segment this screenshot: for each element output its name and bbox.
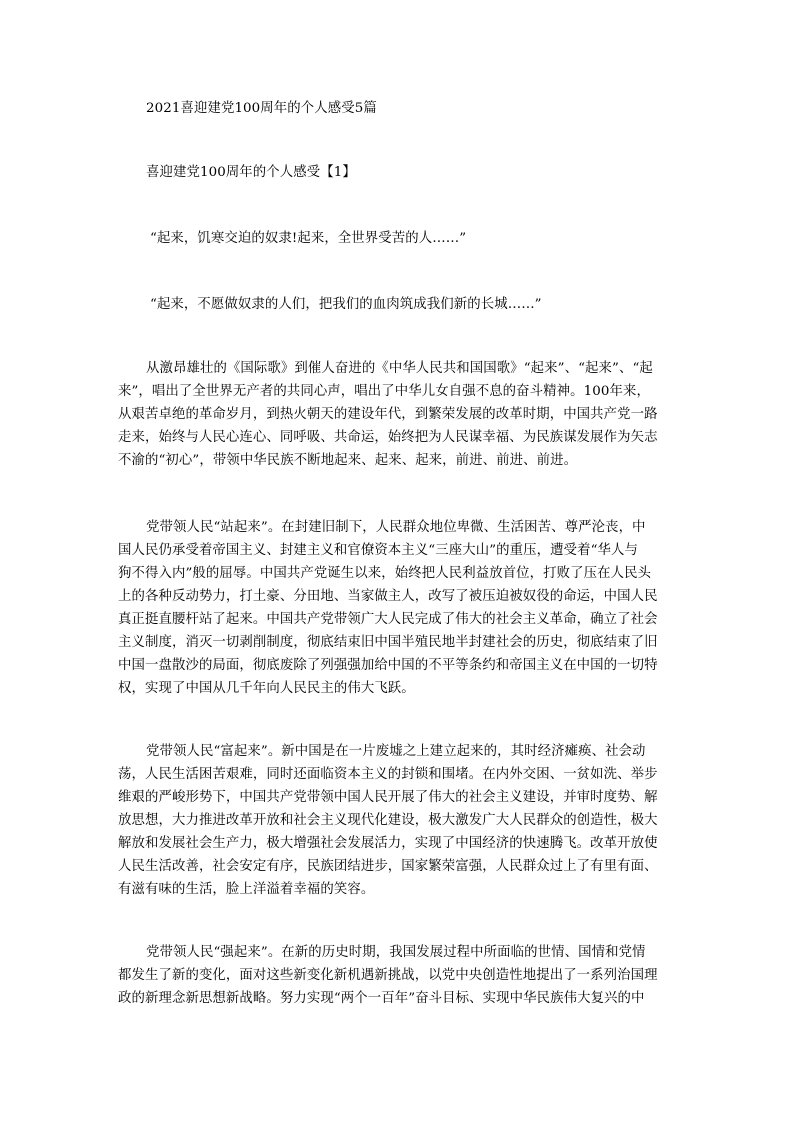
document-title: 2021喜迎建党100周年的个人感受5篇 [146, 101, 377, 116]
quote-line-2: “起来，不愿做奴隶的人们，把我们的血肉筑成我们新的长城……” [150, 297, 542, 312]
paragraph-line: 荡，人民生活困苦艰难，同时还面临资本主义的封锁和围堵。在内外交困、一贫如洗、举步 [118, 767, 658, 782]
paragraph-line: 来”，唱出了全世界无产者的共同心声，唱出了中华儿女自强不息的奋斗精神。100年来， [118, 384, 650, 399]
paragraph-line: 狗不得入内”般的屈辱。中国共产党诞生以来，始终把人民利益放首位，打败了压在人民头 [118, 566, 652, 581]
paragraph-line: 都发生了新的变化，面对这些新变化新机遇新挑战，以党中央创造性地提出了一系列治国理 [118, 968, 658, 983]
paragraph-line: 从艰苦卓绝的革命岁月，到热火朝天的建设年代，到繁荣发展的改革时期，中国共产党一路 [118, 407, 658, 422]
paragraph-line: 政的新理念新思想新战略。努力实现“两个一百年”奋斗目标、实现中华民族伟大复兴的中 [118, 991, 645, 1006]
paragraph-line: 放思想，大力推进改革开放和社会主义现代化建设，极大激发广大人民群众的创造性，极大 [118, 813, 658, 828]
section-heading: 喜迎建党100周年的个人感受【1】 [146, 165, 356, 180]
paragraph-line: 上的各种反动势力，打土豪、分田地、当家做主人，改写了被压迫被奴役的命运，中国人民 [118, 589, 658, 604]
paragraph-line: 解放和发展社会生产力，极大增强社会发展活力，实现了中国经济的快速腾飞。改革开放使 [118, 836, 658, 851]
quote-line-1: “起来，饥寒交迫的奴隶!起来，全世界受苦的人……” [150, 231, 467, 246]
paragraph-line: 不渝的“初心”，带领中华民族不断地起来、起来、起来，前进、前进、前进。 [118, 453, 578, 468]
paragraph-line: 维艰的严峻形势下，中国共产党带领中国人民开展了伟大的社会主义建设，并审时度势、解 [118, 790, 658, 805]
paragraph-line: 人民生活改善，社会安定有序，民族团结进步，国家繁荣富强，人民群众过上了有里有面、 [118, 859, 658, 874]
paragraph-line: 国人民仍承受着帝国主义、封建主义和官僚资本主义“三座大山”的重压，遭受着“华人与 [118, 543, 638, 558]
paragraph-line: 走来，始终与人民心连心、同呼吸、共命运，始终把为人民谋幸福、为民族谋发展作为矢志 [118, 430, 658, 445]
paragraph-line: 权，实现了中国从几千年向人民民主的伟大飞跃。 [118, 681, 415, 696]
paragraph-line: 从激昂雄壮的《国际歌》到催人奋进的《中华人民共和国国歌》“起来”、“起来”、“起 [146, 361, 653, 376]
paragraph-line: 党带领人民“强起来”。在新的历史时期，我国发展过程中所面临的世情、国情和党情 [146, 945, 646, 960]
paragraph-line: 党带领人民“富起来”。新中国是在一片废墟之上建立起来的，其时经济瘫痪、社会动 [146, 744, 646, 759]
paragraph-line: 党带领人民“站起来”。在封建旧制下，人民群众地位卑微、生活困苦、尊严沦丧，中 [146, 520, 646, 535]
paragraph-line: 有滋有味的生活，脸上洋溢着幸福的笑容。 [118, 882, 375, 897]
paragraph-line: 中国一盘散沙的局面，彻底废除了列强强加给中国的不平等条约和帝国主义在中国的一切特 [118, 658, 658, 673]
paragraph-line: 主义制度，消灭一切剥削制度，彻底结束旧中国半殖民地半封建社会的历史，彻底结束了旧 [118, 635, 658, 650]
paragraph-line: 真正挺直腰杆站了起来。中国共产党带领广大人民完成了伟大的社会主义革命，确立了社会 [118, 612, 658, 627]
